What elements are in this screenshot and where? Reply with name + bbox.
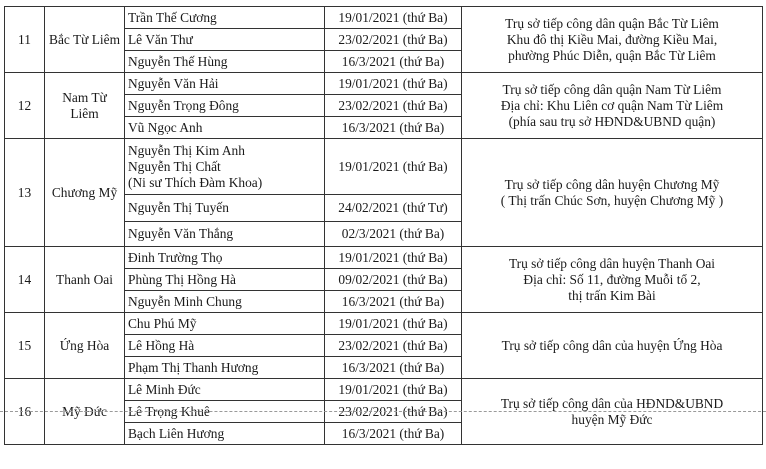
name-cell: Nguyễn Thế Hùng [125,51,325,73]
place-cell [462,73,763,139]
stt-cell: 12 [5,73,45,139]
stt-cell: 13 [5,139,45,247]
name-cell: Nguyễn Văn Hải [125,73,325,95]
name-cell: Lê Văn Thư [125,29,325,51]
stt-cell: 16 [5,379,45,445]
unit-cell: Nam Từ Liêm [45,73,125,139]
place-line: Trụ sở tiếp công dân huyện Chương Mỹ [504,176,720,192]
name-cell: Phạm Thị Thanh Hương [125,357,325,379]
name-cell: Nguyễn Minh Chung [125,291,325,313]
stt-cell: 11 [5,7,45,73]
date-cell: 19/01/2021 (thứ Ba) [325,139,462,195]
place-line: phường Phúc Diễn, quận Bắc Từ Liêm [508,47,716,63]
date-cell: 19/01/2021 (thứ Ba) [325,73,462,95]
date-cell: 19/01/2021 (thứ Ba) [325,247,462,269]
date-cell: 16/3/2021 (thứ Ba) [325,291,462,313]
name-cell: Phùng Thị Hồng Hà [125,269,325,291]
table-row [5,139,763,195]
place-line: Địa chỉ: Khu Liên cơ quận Nam Từ Liêm [500,97,724,113]
name-line: Nguyễn Thị Kim Anh [128,142,245,158]
name-cell [125,139,325,195]
scan-fold-line [0,411,766,412]
table-row [5,379,763,401]
date-cell: 23/02/2021 (thứ Ba) [325,29,462,51]
name-cell: Đinh Trường Thọ [125,247,325,269]
name-cell: Nguyễn Thị Tuyến [125,195,325,222]
date-cell: 09/02/2021 (thứ Ba) [325,269,462,291]
date-cell: 02/3/2021 (thứ Ba) [325,222,462,247]
name-cell: Lê Hồng Hà [125,335,325,357]
name-cell: Lê Trọng Khuê [125,401,325,423]
place-cell [462,139,763,247]
place-line: (phía sau trụ sở HĐND&UBND quận) [508,113,716,129]
place-line: Trụ sở tiếp công dân quận Nam Từ Liêm [502,81,722,97]
name-cell: Lê Minh Đức [125,379,325,401]
stt-cell: 14 [5,247,45,313]
table-row [5,73,763,95]
date-cell: 16/3/2021 (thứ Ba) [325,117,462,139]
date-cell: 23/02/2021 (thứ Ba) [325,401,462,423]
table-row [5,7,763,29]
place-cell [462,247,763,313]
place-line: Trụ sở tiếp công dân của HĐND&UBND [500,395,724,411]
stt-cell: 15 [5,313,45,379]
name-cell: Bạch Liên Hương [125,423,325,445]
table-row [5,313,763,335]
place-cell [462,313,763,379]
name-line: Nguyễn Thị Chất [128,158,221,174]
place-line: Trụ sở tiếp công dân huyện Thanh Oai [508,255,716,271]
date-cell: 23/02/2021 (thứ Ba) [325,335,462,357]
table-row [5,247,763,269]
unit-cell: Mỹ Đức [45,379,125,445]
date-cell: 19/01/2021 (thứ Ba) [325,313,462,335]
name-cell: Nguyễn Trọng Đông [125,95,325,117]
place-line: Khu đô thị Kiều Mai, đường Kiều Mai, [506,31,718,47]
place-line: ( Thị trấn Chúc Sơn, huyện Chương Mỹ ) [500,192,724,208]
name-cell: Chu Phú Mỹ [125,313,325,335]
date-cell: 19/01/2021 (thứ Ba) [325,379,462,401]
date-cell: 24/02/2021 (thứ Tư) [325,195,462,222]
place-cell [462,7,763,73]
place-line: Trụ sở tiếp công dân của huyện Ứng Hòa [501,337,723,353]
place-line: Trụ sở tiếp công dân quận Bắc Từ Liêm [505,15,719,31]
place-line: thị trấn Kim Bài [568,287,656,303]
schedule-table [4,6,763,445]
date-cell: 16/3/2021 (thứ Ba) [325,423,462,445]
unit-cell: Chương Mỹ [45,139,125,247]
unit-cell: Ứng Hòa [45,313,125,379]
date-cell: 19/01/2021 (thứ Ba) [325,7,462,29]
date-cell: 16/3/2021 (thứ Ba) [325,357,462,379]
place-line: huyện Mỹ Đức [571,411,653,427]
date-cell: 23/02/2021 (thứ Ba) [325,95,462,117]
date-cell: 16/3/2021 (thứ Ba) [325,51,462,73]
name-cell: Trần Thế Cương [125,7,325,29]
name-line: (Ni sư Thích Đàm Khoa) [128,174,263,190]
name-cell: Vũ Ngọc Anh [125,117,325,139]
unit-cell: Bắc Từ Liêm [45,7,125,73]
unit-cell: Thanh Oai [45,247,125,313]
place-line: Địa chỉ: Số 11, đường Muỗi tổ 2, [523,271,701,287]
name-cell: Nguyễn Văn Thắng [125,222,325,247]
